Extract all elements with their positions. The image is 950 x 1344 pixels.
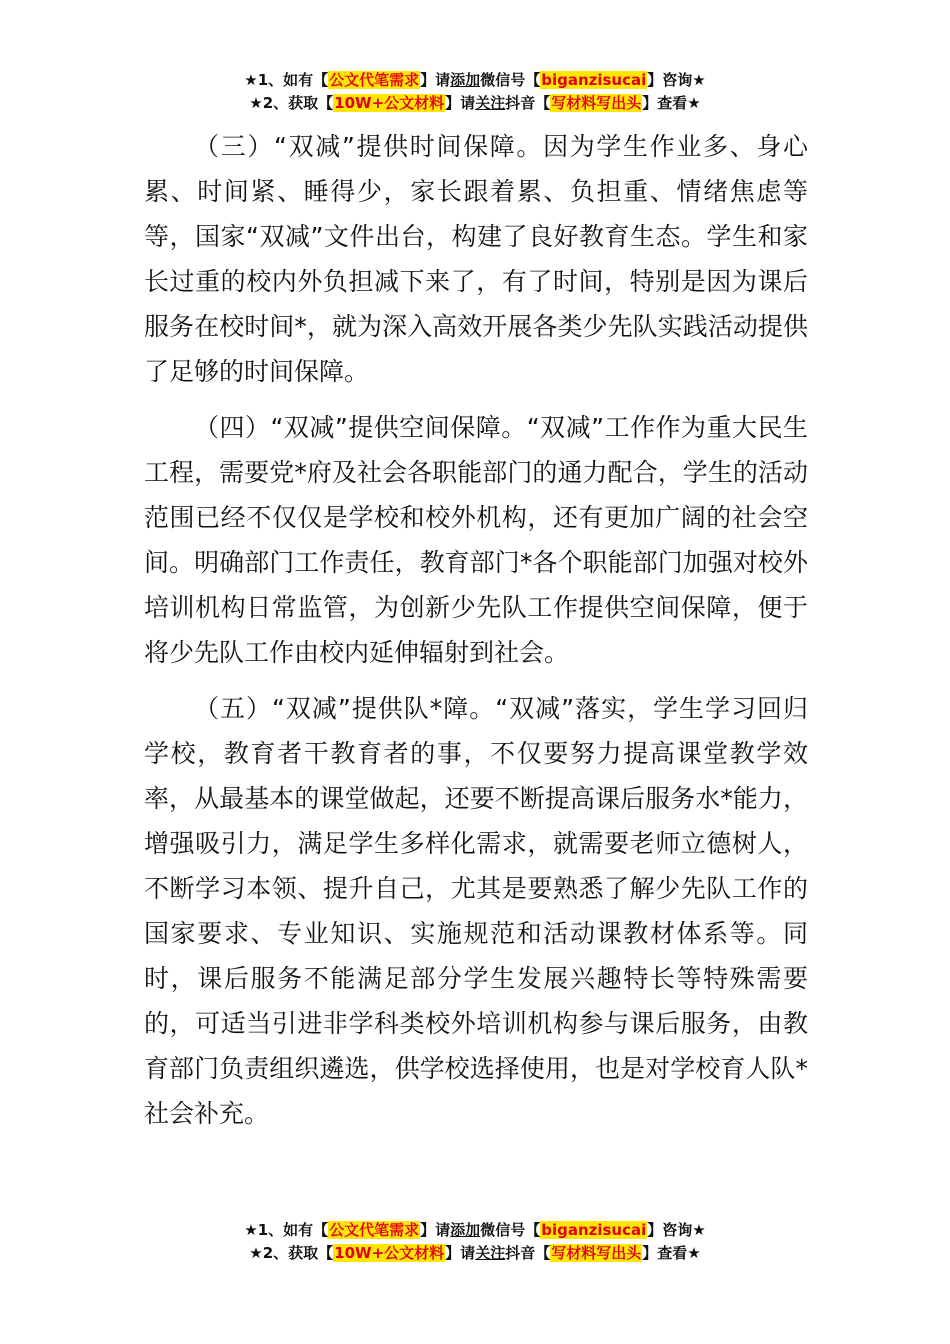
banner-text: 抖音【 [505,94,551,112]
highlight-materials: 10W+公文材料 [334,1244,445,1262]
underlined-text: 添加 [450,1221,481,1239]
banner-text: 】请 [420,1221,451,1239]
highlight-douyin-account: 写材料写出头 [551,1244,642,1262]
banner-text: 1、如有【 [257,71,329,89]
highlight-wechat-id: biganzisucai [541,1221,647,1239]
star-icon: ★ [244,1221,258,1239]
underlined-text: 添加 [450,71,481,89]
banner-text: 1、如有【 [257,1221,329,1239]
banner-text: 】请 [445,1244,476,1262]
highlight-douyin-account: 写材料写出头 [551,94,642,112]
paragraph-team-guarantee: （五）“双减”提供队*障。“双减”落实，学生学习回归学校，教育者干教育者的事，不仅要努力提高课堂教学效率，从最基本的课堂做起，还要不断提高课后服务水*能力，增强吸引力，满足学生多样化需求，就需要老师立德树人，不断学习本领、提升自己，尤其是要熟悉了解少先队工作的国家要求、专业知识、实施规范和活动课教材体系等。同时，课后服务不能满足部分学生发展兴趣特长等特殊需要的，可适当引进非学科类校外培训机构参与课后服务，由教育部门负责组织遴选，供学校选择使用，也是对学校育人队*社会补充。 [144,694,808,1128]
highlight-service: 公文代笔需求 [329,1221,420,1239]
star-icon: ★ [692,71,706,89]
highlight-materials: 10W+公文材料 [334,94,445,112]
banner-text: 】查看 [642,1244,688,1262]
star-icon: ★ [687,94,701,112]
star-icon: ★ [244,71,258,89]
banner-line-1 [0,1219,950,1242]
banner-line-2 [0,92,950,115]
star-icon: ★ [687,1244,701,1262]
banner-text: 】查看 [642,94,688,112]
star-icon: ★ [249,1244,263,1262]
banner-text: 2、获取【 [262,94,334,112]
banner-text: 抖音【 [505,1244,551,1262]
banner-text: 】咨询 [647,1221,693,1239]
paragraph-space-guarantee: （四）“双减”提供空间保障。“双减”工作作为重大民生工程，需要党*府及社会各职能部门的通力配合，学生的活动范围已经不仅仅是学校和校外机构，还有更加广阔的社会空间。明确部门工作责任，教育部门*各个职能部门加强对校外培训机构日常监管，为创新少先队工作提供空间保障，便于将少先队工作由校内延伸辐射到社会。 [144,413,808,667]
banner-text: 微信号【 [480,1221,541,1239]
banner-text: 】请 [445,94,476,112]
star-icon: ★ [692,1221,706,1239]
banner-text: 】请 [420,71,451,89]
document-body [144,124,808,1147]
banner-text: 】咨询 [647,71,693,89]
banner-text: 2、获取【 [262,1244,334,1262]
banner-line-2 [0,1242,950,1265]
highlight-wechat-id: biganzisucai [541,71,647,89]
header-banner [0,69,950,115]
footer-banner [0,1219,950,1265]
star-icon: ★ [249,94,263,112]
highlight-service: 公文代笔需求 [329,71,420,89]
banner-text: 微信号【 [480,71,541,89]
paragraph-time-guarantee: （三）“双减”提供时间保障。因为学生作业多、身心累、时间紧、睡得少，家长跟着累、负担重、情绪焦虑等等，国家“双减”文件出台，构建了良好教育生态。学生和家长过重的校内外负担减下来了，有了时间，特别是因为课后服务在校时间*，就为深入高效开展各类少先队实践活动提供了足够的时间保障。 [144,132,808,386]
banner-line-1 [0,69,950,92]
underlined-text: 关注 [475,1244,506,1262]
underlined-text: 关注 [475,94,506,112]
